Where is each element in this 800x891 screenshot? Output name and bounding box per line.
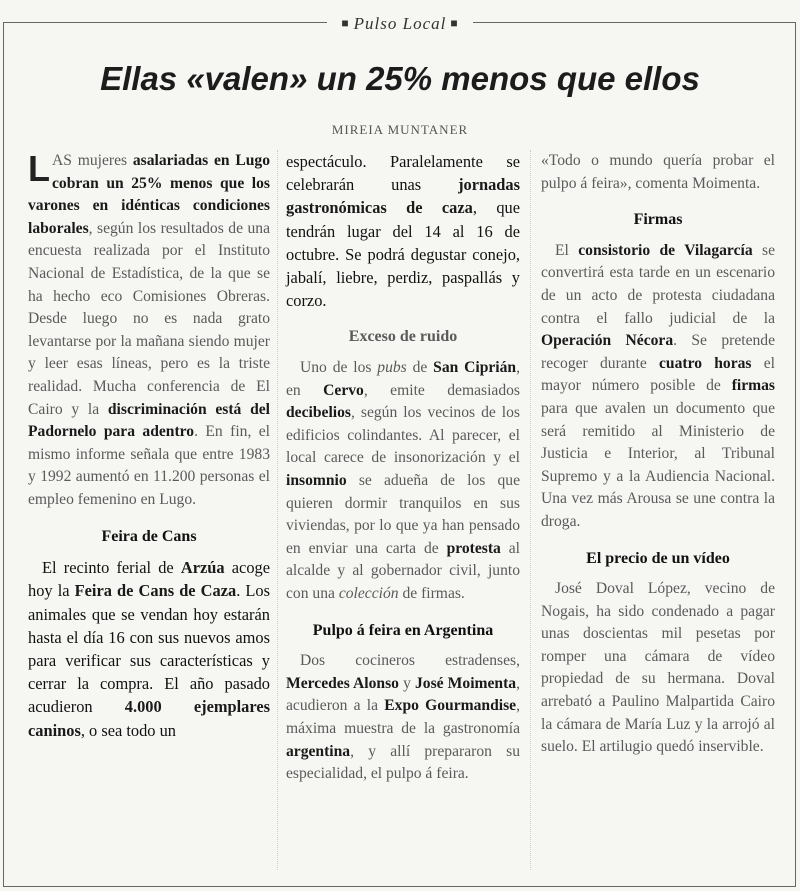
bold-text-run: Mercedes Alonso (286, 674, 399, 692)
text-run: espectáculo. Paralelamente se celebrarán unas (286, 152, 520, 195)
paragraph-moimenta (541, 150, 775, 195)
bold-text-run: jornadas gastronómicas de caza (286, 175, 520, 218)
bold-text-run: José Moimenta (414, 674, 517, 692)
section-header (0, 14, 800, 34)
column-divider (530, 150, 531, 870)
subheading-feira-de-cans: Feira de Cans (101, 527, 197, 545)
italic-text-run: pubs (377, 359, 407, 377)
text-run: El recinto ferial de (42, 558, 181, 578)
text-run: el mayor número posible de (541, 354, 775, 395)
text-run: acoge hoy la (28, 558, 270, 601)
column-divider (277, 150, 278, 870)
text-run: . Se pretende recoger durante (541, 332, 776, 372)
bold-text-run: Arzúa (180, 558, 225, 578)
text-run: , que tendrán lugar del 14 al 16 de octubre. Se podrá degustar conejo, jabalí, liebre, perdiz, paspallás y corzo. (286, 198, 520, 311)
bold-text-run: protesta (446, 539, 501, 557)
text-run: AS mujeres (52, 152, 133, 169)
paragraph-espectaculo (286, 150, 520, 312)
text-run: «Todo o mundo quería probar el pulpo á feira», comenta Moimenta. (541, 152, 775, 192)
text-run: se adueña de los que quieren dormir tranquilos en sus viviendas, por lo que ya han pensado en enviar una carta de (286, 471, 520, 557)
column-3 (541, 150, 775, 759)
text-run: Uno de los (300, 359, 378, 377)
bold-text-run: Feira de Cans de Caza (74, 581, 237, 601)
text-run: de firmas. (398, 584, 465, 602)
text-run: se convertirá esta tarde en un escenario de un acto de protesta ciudadana contra el fallo judicial de la (541, 241, 775, 327)
paragraph-feira (28, 556, 270, 742)
bold-text-run: insomnio (286, 471, 347, 489)
bold-text-run: discriminación está del Padornelo para adentro (28, 400, 270, 441)
bold-text-run: argentina (286, 742, 351, 760)
text-run: , según los resultados de una encuesta realizada por el Instituto Nacional de Estadística, de la que se ha hecho eco Comisiones Obreras. Desde luego no es nada grato levantarse por la mañana siendo mujer y leer esas líneas, pero es la triste realidad. Mucha conferencia de El Cairo y la (28, 219, 270, 418)
paragraph-ruido (286, 357, 520, 606)
bold-text-run: Cervo (323, 381, 364, 399)
text-run: , en (286, 359, 521, 399)
subheading-precio-video: El precio de un vídeo (586, 549, 730, 567)
text-run: El (555, 241, 579, 259)
byline: MIREIA MUNTANER (331, 122, 469, 137)
text-run: , máxima muestra de la gastronomía (286, 697, 520, 737)
text-run: de (406, 359, 434, 377)
text-run: Dos cocineros estradenses, (300, 652, 520, 670)
text-run: , y allí prepararon su especialidad, el pulpo á feira. (286, 742, 520, 783)
paragraph-firmas (541, 240, 775, 534)
text-run: José Doval López, vecino de Nogais, ha sido condenado a pagar unas doscientas mil pesetas por romper una cámara de vídeo propiedad de su hermana. Doval arrebató a Paulino Malpartida Cairo la cámara de María Luz y la arrojó al suelo. El artilugio quedó inservible. (541, 580, 775, 756)
bold-text-run: decibelios (286, 404, 351, 422)
text-run: . En fin, el mismo informe señala que entre 1983 y 1992 aumentó en 11.200 personas el empleo femenino en Lugo. (28, 423, 270, 508)
subheading-pulpo: Pulpo á feira en Argentina (312, 621, 494, 639)
bold-text-run: Operación Nécora (541, 332, 674, 350)
text-run: , o sea todo un (80, 720, 176, 740)
text-run: , acudieron a la (286, 674, 521, 715)
text-run: para que avalen un documento que será remitido al Ministerio de Justicia e Interior, al Tribunal Supremo y a la Audiencia Nacional. Una vez más Arousa se une contra la droga. (541, 399, 775, 530)
bold-text-run: San Ciprián (433, 359, 517, 377)
text-run: . Los animales que se vendan hoy estarán hasta el día 16 con sus nuevos amos para verificar sus características y cerrar la compra. El año pasado acudieron (28, 581, 270, 717)
bold-text-run: consistorio de Vilagarcía (578, 241, 753, 259)
text-run: , según los vecinos de los edificios colindantes. Al parecer, el local carece de insonorización y el (286, 404, 520, 467)
paragraph-pulpo (286, 650, 520, 786)
square-bullet-icon: ■ (450, 16, 459, 30)
drop-cap: L (28, 148, 50, 189)
text-run: al alcalde y al gobernador civil, junto con una (286, 539, 520, 602)
text-run: y (398, 674, 415, 692)
paragraph-video (541, 578, 775, 759)
lead-paragraph (28, 150, 270, 512)
bold-text-run: asalariadas en Lugo cobran un 25% menos que los varones en idénticas condiciones laborales (28, 152, 270, 237)
column-2 (286, 150, 520, 786)
bold-text-run: firmas (731, 377, 775, 395)
bold-text-run: 4.000 ejemplares caninos (28, 697, 271, 740)
subheading-exceso-de-ruido: Exceso de ruido (348, 328, 458, 346)
headline: Ellas «valen» un 25% menos que ellos (100, 60, 700, 97)
column-1 (28, 150, 270, 742)
italic-text-run: colección (338, 584, 399, 602)
bold-text-run: cuatro horas (658, 354, 752, 372)
subheading-firmas: Firmas (633, 211, 683, 229)
text-run: , emite demasiados (363, 381, 520, 399)
square-bullet-icon: ■ (341, 16, 350, 30)
bold-text-run: Expo Gourmandise (384, 697, 517, 715)
section-label: Pulso Local (353, 14, 447, 33)
